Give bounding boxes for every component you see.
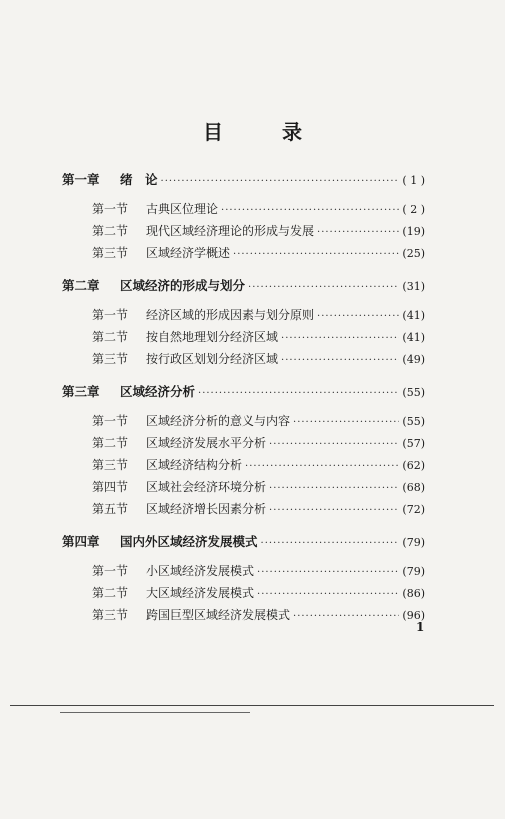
section-number: 第一节 [92,414,129,428]
section-entry[interactable] [0,306,505,328]
section-title: 区域经济增长因素分析 [146,502,267,516]
dot-leader [261,538,400,549]
section-title: 跨国巨型区域经济发展模式 [146,608,291,622]
dot-leader [269,439,399,450]
section-entry[interactable] [0,328,505,350]
section-number: 第一节 [92,564,129,578]
section-entry[interactable] [0,434,505,456]
section-title: 按自然地理划分经济区域 [146,330,279,344]
section-title: 区域经济发展水平分析 [146,436,267,450]
section-entry[interactable] [0,222,505,244]
chapter-entry[interactable] [0,382,505,406]
section-entry[interactable] [0,478,505,500]
chapter-title: 区域经济的形成与划分 [120,278,246,293]
chapter-title: 区域经济分析 [120,384,196,399]
section-title: 大区域经济发展模式 [146,586,255,600]
section-number: 第二节 [92,436,129,450]
bottom-rule [10,705,494,706]
chapter-title: 绪 论 [120,172,158,187]
section-number: 第五节 [92,502,129,516]
section-title: 区域社会经济环境分析 [146,480,267,494]
chapter-2 [0,276,505,372]
table-of-contents [0,170,505,628]
section-number: 第三节 [92,608,129,622]
section-number: 第三节 [92,246,129,260]
section-title: 经济区域的形成因素与划分原则 [146,308,315,322]
section-entry[interactable] [0,350,505,372]
section-entry[interactable] [0,562,505,584]
section-number: 第一节 [92,202,129,216]
chapter-number: 第四章 [62,534,100,549]
section-number: 第三节 [92,352,129,366]
chapter-page: ( 1 ) [402,174,425,187]
section-number: 第二节 [92,224,129,238]
section-entry[interactable] [0,412,505,434]
section-entry[interactable] [0,500,505,522]
section-number: 第一节 [92,308,129,322]
page-title: 目 录 [203,120,328,144]
section-page: (96) [402,609,425,622]
dot-leader [269,505,399,516]
chapter-entry[interactable] [0,532,505,556]
section-entry[interactable] [0,606,505,628]
chapter-title: 国内外区域经济发展模式 [120,534,258,549]
dot-leader [281,333,399,344]
chapter-1 [0,170,505,266]
chapter-entry[interactable] [0,276,505,300]
bottom-rule-short [60,712,250,713]
section-title: 现代区域经济理论的形成与发展 [146,224,315,238]
dot-leader [293,417,399,428]
section-title: 区域经济学概述 [146,246,231,260]
chapter-number: 第一章 [62,172,100,187]
chapter-entry[interactable] [0,170,505,194]
section-page: (41) [402,309,425,322]
chapter-number: 第二章 [62,278,100,293]
chapter-page: (55) [402,386,425,399]
dot-leader [257,567,399,578]
dot-leader [281,355,399,366]
section-page: (86) [402,587,425,600]
dot-leader [269,483,399,494]
dot-leader [248,282,399,293]
section-page: ( 2 ) [402,203,425,216]
dot-leader [245,461,399,472]
section-entry[interactable] [0,584,505,606]
section-page: (49) [402,353,425,366]
section-title: 古典区位理论 [146,202,219,216]
section-page: (79) [402,565,425,578]
section-title: 区域经济分析的意义与内容 [146,414,291,428]
page-number: 1 [416,620,425,634]
section-page: (68) [402,481,425,494]
dot-leader [317,227,399,238]
chapter-page: (79) [402,536,425,549]
section-title: 区域经济结构分析 [146,458,243,472]
section-page: (19) [402,225,425,238]
chapter-page: (31) [402,280,425,293]
section-page: (57) [402,437,425,450]
section-entry[interactable] [0,456,505,478]
section-entry[interactable] [0,200,505,222]
section-number: 第二节 [92,330,129,344]
chapter-4 [0,532,505,628]
section-page: (41) [402,331,425,344]
section-number: 第二节 [92,586,129,600]
dot-leader [221,205,399,216]
section-page: (72) [402,503,425,516]
chapter-3 [0,382,505,522]
dot-leader [317,311,399,322]
dot-leader [293,611,399,622]
section-page: (25) [402,247,425,260]
section-number: 第四节 [92,480,129,494]
section-page: (55) [402,415,425,428]
chapter-number: 第三章 [62,384,100,399]
section-entry[interactable] [0,244,505,266]
dot-leader [257,589,399,600]
dot-leader [233,249,399,260]
dot-leader [161,176,400,187]
section-title: 小区域经济发展模式 [146,564,255,578]
dot-leader [198,388,399,399]
section-number: 第三节 [92,458,129,472]
section-title: 按行政区划划分经济区域 [146,352,279,366]
section-page: (62) [402,459,425,472]
